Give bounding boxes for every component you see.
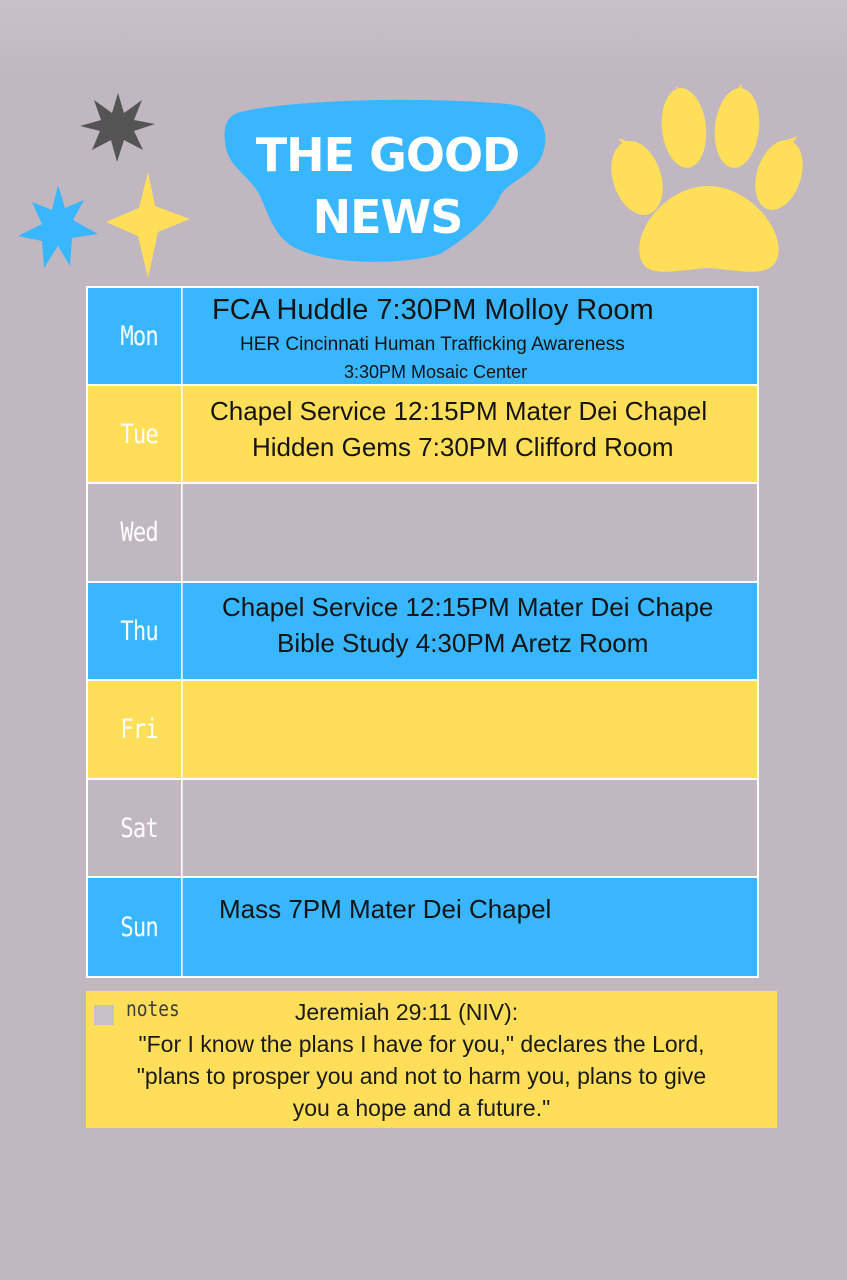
event-text: Chapel Service 12:15PM Mater Dei Chape <box>222 592 714 622</box>
schedule-row-thu <box>88 583 757 681</box>
page-title-line-2: NEWS <box>312 190 463 244</box>
schedule-row-mon <box>88 288 757 386</box>
event-text: Mass 7PM Mater Dei Chapel <box>219 894 552 924</box>
verse-reference: Jeremiah 29:11 (NIV): <box>294 999 519 1025</box>
verse-line: "plans to prosper you and not to harm you, plans to give <box>136 1063 707 1089</box>
event-text: FCA Huddle 7:30PM Molloy Room <box>212 294 654 326</box>
day-events <box>194 484 757 581</box>
event-text: Bible Study 4:30PM Aretz Room <box>277 628 649 658</box>
schedule-row-sun <box>88 878 757 976</box>
day-events <box>194 386 757 482</box>
notes-section <box>86 991 777 1128</box>
day-label: Sat <box>97 780 182 876</box>
day-events <box>194 681 757 778</box>
event-text: HER Cincinnati Human Trafficking Awareness <box>240 334 625 355</box>
day-label: Mon <box>97 288 182 384</box>
day-label: Thu <box>97 583 182 679</box>
day-label: Wed <box>97 484 182 581</box>
schedule-row-sat <box>88 780 757 878</box>
verse-line: you a hope and a future." <box>292 1095 551 1121</box>
day-events <box>194 780 757 876</box>
schedule-row-tue <box>88 386 757 484</box>
day-label: Fri <box>97 681 182 778</box>
weekly-schedule <box>86 286 759 978</box>
yellow-star-icon <box>106 172 190 278</box>
event-text: 3:30PM Mosaic Center <box>344 362 528 382</box>
blue-star-icon <box>18 185 98 268</box>
paw-print-icon <box>602 84 811 272</box>
schedule-row-wed <box>88 484 757 583</box>
verse-line: "For I know the plans I have for you," declares the Lord, <box>138 1031 705 1057</box>
event-text: Hidden Gems 7:30PM Clifford Room <box>252 432 674 462</box>
day-label: Tue <box>97 386 182 482</box>
day-events <box>194 583 757 679</box>
page-title-line-1: THE GOOD <box>255 128 520 182</box>
schedule-row-fri <box>88 681 757 780</box>
day-events <box>194 288 757 384</box>
day-label: Sun <box>97 878 182 976</box>
day-events <box>194 878 757 976</box>
event-text: Chapel Service 12:15PM Mater Dei Chapel <box>210 396 708 426</box>
notes-label: notes <box>126 997 180 1021</box>
grey-star-icon <box>80 93 155 162</box>
